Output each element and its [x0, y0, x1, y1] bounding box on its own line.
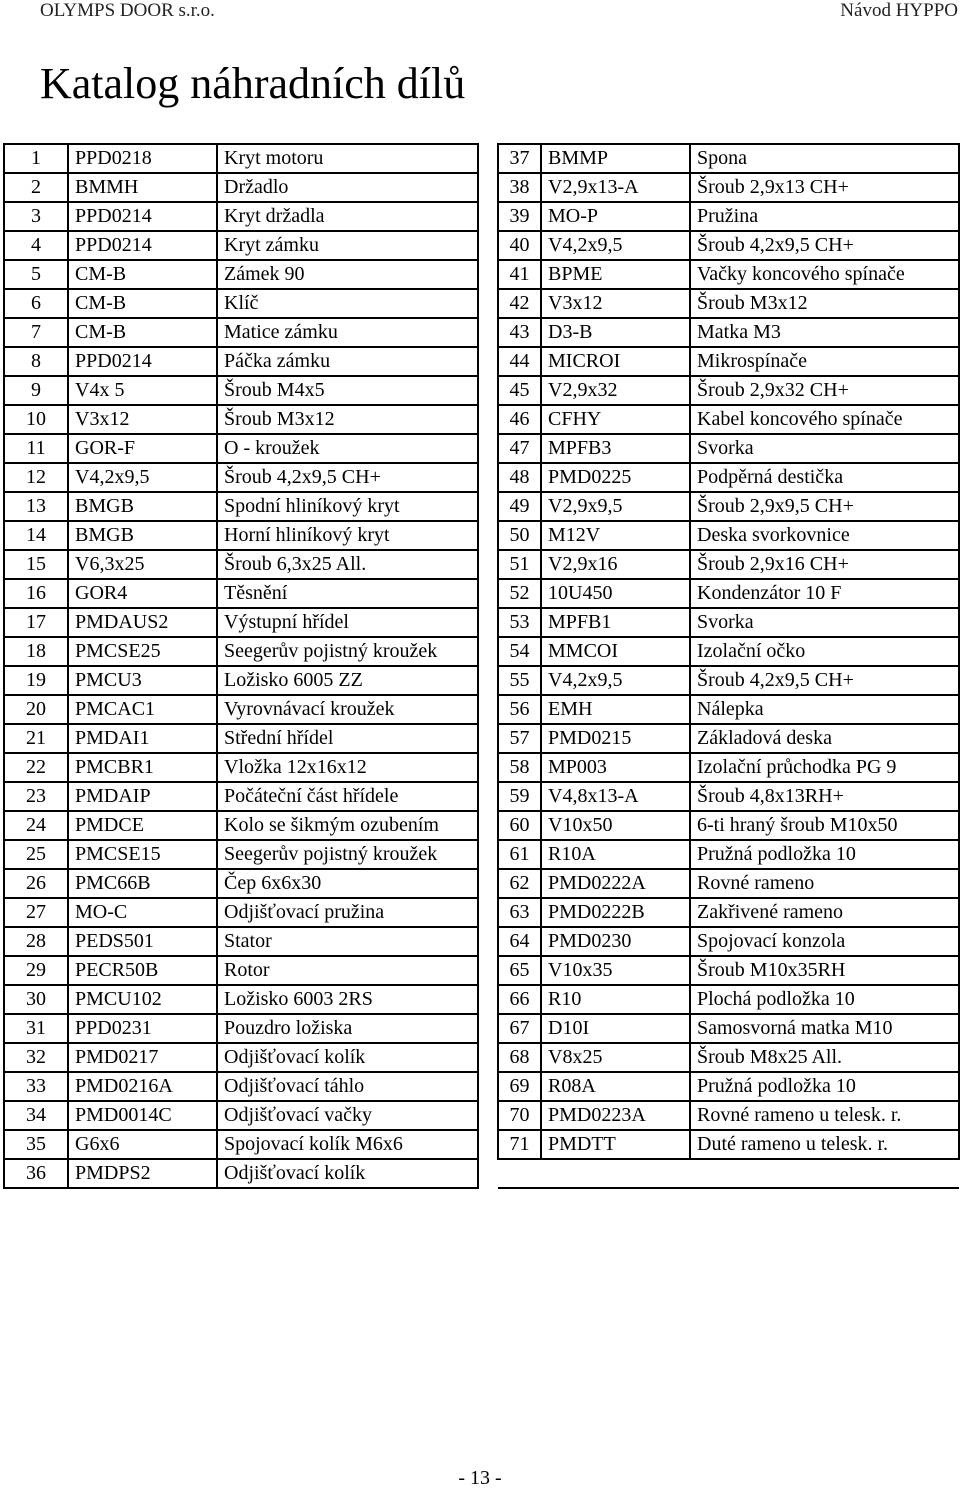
part-name: Nálepka: [690, 695, 959, 724]
table-row: [4, 376, 478, 405]
part-code: PMD0222B: [541, 898, 690, 927]
part-number: 21: [4, 724, 68, 753]
part-code: V4x 5: [68, 376, 217, 405]
table-row: [4, 811, 478, 840]
table-row: [498, 956, 959, 985]
part-code: PMCU102: [68, 985, 217, 1014]
part-number: 4: [4, 231, 68, 260]
part-number: 28: [4, 927, 68, 956]
part-code: PEDS501: [68, 927, 217, 956]
part-code: R10: [541, 985, 690, 1014]
table-row: [498, 260, 959, 289]
part-name: Ložisko 6003 2RS: [217, 985, 478, 1014]
part-number: 50: [498, 521, 541, 550]
part-code: PMD0222A: [541, 869, 690, 898]
part-name: Odjišťovací pružina: [217, 898, 478, 927]
part-code: PPD0214: [68, 202, 217, 231]
part-number: 45: [498, 376, 541, 405]
table-row: [4, 318, 478, 347]
part-name: Horní hliníkový kryt: [217, 521, 478, 550]
part-number: 48: [498, 463, 541, 492]
part-number: 5: [4, 260, 68, 289]
part-name: Držadlo: [217, 173, 478, 202]
part-code: PMCBR1: [68, 753, 217, 782]
table-row: [498, 318, 959, 347]
part-code: PMD0223A: [541, 1101, 690, 1130]
part-code: PMD0230: [541, 927, 690, 956]
part-code: PMCSE25: [68, 637, 217, 666]
part-number: 39: [498, 202, 541, 231]
table-row: [498, 695, 959, 724]
part-number: 8: [4, 347, 68, 376]
table-row: [4, 347, 478, 376]
table-row: [498, 753, 959, 782]
part-name: Rovné rameno u telesk. r.: [690, 1101, 959, 1130]
part-name: Šroub 2,9x32 CH+: [690, 376, 959, 405]
parts-table-left-body: [4, 144, 478, 1188]
part-number: 60: [498, 811, 541, 840]
part-code: V6,3x25: [68, 550, 217, 579]
part-number: 16: [4, 579, 68, 608]
table-row: [498, 231, 959, 260]
part-name: Pružná podložka 10: [690, 1072, 959, 1101]
part-code: V8x25: [541, 1043, 690, 1072]
part-name: Odjišťovací kolík: [217, 1159, 478, 1188]
part-name: Rotor: [217, 956, 478, 985]
part-name: Spona: [690, 144, 959, 173]
part-number: 61: [498, 840, 541, 869]
table-row: [498, 1101, 959, 1130]
part-name: Počáteční část hřídele: [217, 782, 478, 811]
table-row: [498, 1072, 959, 1101]
part-name: Šroub 2,9x16 CH+: [690, 550, 959, 579]
table-row: [498, 173, 959, 202]
table-row: [498, 376, 959, 405]
part-code: PMDTT: [541, 1130, 690, 1159]
part-number: 54: [498, 637, 541, 666]
part-name: Střední hřídel: [217, 724, 478, 753]
table-row: [4, 840, 478, 869]
part-code: V3x12: [541, 289, 690, 318]
table-row: [4, 753, 478, 782]
part-code: PECR50B: [68, 956, 217, 985]
table-row: [498, 434, 959, 463]
part-name: Šroub 4,2x9,5 CH+: [690, 231, 959, 260]
part-name: Podpěrná destička: [690, 463, 959, 492]
part-code: MICROI: [541, 347, 690, 376]
part-code: PMC66B: [68, 869, 217, 898]
part-name: Kryt zámku: [217, 231, 478, 260]
part-number: 56: [498, 695, 541, 724]
part-number: 32: [4, 1043, 68, 1072]
part-name: Kabel koncového spínače: [690, 405, 959, 434]
part-name: Spodní hliníkový kryt: [217, 492, 478, 521]
part-name: Odjišťovací vačky: [217, 1101, 478, 1130]
table-row: [498, 405, 959, 434]
part-number: 10: [4, 405, 68, 434]
header-company: OLYMPS DOOR s.r.o.: [40, 0, 215, 21]
part-number: 66: [498, 985, 541, 1014]
table-row: [4, 579, 478, 608]
table-row: [498, 869, 959, 898]
part-name: Seegerův pojistný kroužek: [217, 840, 478, 869]
part-name: Vyrovnávací kroužek: [217, 695, 478, 724]
part-code: PMDAI1: [68, 724, 217, 753]
table-row: [498, 1043, 959, 1072]
table-row: [498, 840, 959, 869]
part-number: 42: [498, 289, 541, 318]
part-name: Základová deska: [690, 724, 959, 753]
part-number: 52: [498, 579, 541, 608]
part-code: CM-B: [68, 289, 217, 318]
part-number: 27: [4, 898, 68, 927]
part-name: O - kroužek: [217, 434, 478, 463]
part-name: Duté rameno u telesk. r.: [690, 1130, 959, 1159]
part-number: 17: [4, 608, 68, 637]
table-row: [498, 347, 959, 376]
table-row: [4, 1072, 478, 1101]
part-code: CM-B: [68, 260, 217, 289]
part-name: Ložisko 6005 ZZ: [217, 666, 478, 695]
part-name: Šroub M3x12: [690, 289, 959, 318]
part-number: 9: [4, 376, 68, 405]
table-row: [4, 521, 478, 550]
table-row: [498, 985, 959, 1014]
part-name: Izolační průchodka PG 9: [690, 753, 959, 782]
part-code: MPFB1: [541, 608, 690, 637]
part-name: Spojovací kolík M6x6: [217, 1130, 478, 1159]
table-row: [498, 202, 959, 231]
part-number: 22: [4, 753, 68, 782]
table-row: [498, 289, 959, 318]
table-row: [4, 289, 478, 318]
part-number: 65: [498, 956, 541, 985]
part-name: Těsnění: [217, 579, 478, 608]
part-number: 44: [498, 347, 541, 376]
part-number: 59: [498, 782, 541, 811]
part-code: BMMP: [541, 144, 690, 173]
part-code: 10U450: [541, 579, 690, 608]
part-name: Plochá podložka 10: [690, 985, 959, 1014]
table-row: [4, 173, 478, 202]
table-row: [498, 782, 959, 811]
table-row: [4, 898, 478, 927]
part-number: 68: [498, 1043, 541, 1072]
part-code: D10I: [541, 1014, 690, 1043]
table-row: [4, 260, 478, 289]
part-code: V4,2x9,5: [68, 463, 217, 492]
table-row: [4, 1101, 478, 1130]
part-number: 30: [4, 985, 68, 1014]
part-code: PMD0217: [68, 1043, 217, 1072]
table-row: [4, 695, 478, 724]
part-number: 36: [4, 1159, 68, 1188]
part-code: GOR-F: [68, 434, 217, 463]
table-row: [4, 637, 478, 666]
part-code: PMD0215: [541, 724, 690, 753]
part-number: 35: [4, 1130, 68, 1159]
part-number: 29: [4, 956, 68, 985]
part-name: Matka M3: [690, 318, 959, 347]
part-number: 63: [498, 898, 541, 927]
parts-table-left: [3, 143, 479, 1189]
part-code: R10A: [541, 840, 690, 869]
part-code: PMD0014C: [68, 1101, 217, 1130]
table-row: [4, 1159, 478, 1188]
part-number: 14: [4, 521, 68, 550]
part-name: Klíč: [217, 289, 478, 318]
parts-table-right: [497, 143, 960, 1189]
part-code: V10x35: [541, 956, 690, 985]
part-name: Rovné rameno: [690, 869, 959, 898]
part-name: Vložka 12x16x12: [217, 753, 478, 782]
part-name: Šroub 2,9x13 CH+: [690, 173, 959, 202]
part-name: Kondenzátor 10 F: [690, 579, 959, 608]
part-number: 49: [498, 492, 541, 521]
part-number: 25: [4, 840, 68, 869]
part-number: 23: [4, 782, 68, 811]
table-row: [4, 144, 478, 173]
table-row: [498, 1159, 959, 1188]
part-code: R08A: [541, 1072, 690, 1101]
part-number: 46: [498, 405, 541, 434]
table-row: [4, 666, 478, 695]
table-row: [498, 1014, 959, 1043]
parts-table-right-body: [498, 144, 959, 1188]
part-number: 67: [498, 1014, 541, 1043]
part-code: PMD0225: [541, 463, 690, 492]
part-name: Šroub M10x35RH: [690, 956, 959, 985]
table-row: [4, 985, 478, 1014]
part-code: PMDAUS2: [68, 608, 217, 637]
part-code: PMCSE15: [68, 840, 217, 869]
part-number: 40: [498, 231, 541, 260]
part-number: 71: [498, 1130, 541, 1159]
table-row: [4, 550, 478, 579]
part-name: Pouzdro ložiska: [217, 1014, 478, 1043]
part-code: MO-P: [541, 202, 690, 231]
table-row: [498, 811, 959, 840]
part-number: 62: [498, 869, 541, 898]
part-number: 38: [498, 173, 541, 202]
part-code: MO-C: [68, 898, 217, 927]
part-code: PPD0214: [68, 347, 217, 376]
part-number: 13: [4, 492, 68, 521]
table-row: [4, 434, 478, 463]
part-name: Čep 6x6x30: [217, 869, 478, 898]
part-number: 7: [4, 318, 68, 347]
part-name: Šroub 2,9x9,5 CH+: [690, 492, 959, 521]
table-row: [498, 666, 959, 695]
table-row: [4, 608, 478, 637]
part-number: 6: [4, 289, 68, 318]
part-number: 55: [498, 666, 541, 695]
part-number: 70: [498, 1101, 541, 1130]
table-row: [498, 144, 959, 173]
part-code: PMDCE: [68, 811, 217, 840]
part-code: PMCU3: [68, 666, 217, 695]
part-number: 12: [4, 463, 68, 492]
part-code: PPD0214: [68, 231, 217, 260]
part-name: Šroub 4,2x9,5 CH+: [217, 463, 478, 492]
part-code: EMH: [541, 695, 690, 724]
part-code: V2,9x9,5: [541, 492, 690, 521]
part-number: 47: [498, 434, 541, 463]
part-name: Svorka: [690, 434, 959, 463]
table-row: [4, 405, 478, 434]
part-code: BMGB: [68, 521, 217, 550]
part-name: Mikrospínače: [690, 347, 959, 376]
part-number: 64: [498, 927, 541, 956]
table-row: [498, 463, 959, 492]
part-number: 37: [498, 144, 541, 173]
part-code: PMD0216A: [68, 1072, 217, 1101]
table-row: [498, 492, 959, 521]
part-number: 15: [4, 550, 68, 579]
part-number: 69: [498, 1072, 541, 1101]
part-name: Kryt motoru: [217, 144, 478, 173]
table-row: [498, 637, 959, 666]
table-row: [498, 1130, 959, 1159]
part-number: 51: [498, 550, 541, 579]
part-number: 57: [498, 724, 541, 753]
part-number: 1: [4, 144, 68, 173]
part-name: Odjišťovací táhlo: [217, 1072, 478, 1101]
table-row: [4, 1043, 478, 1072]
part-name: Šroub 4,8x13RH+: [690, 782, 959, 811]
part-code: D3-B: [541, 318, 690, 347]
part-name: Kolo se šikmým ozubením: [217, 811, 478, 840]
part-name: Páčka zámku: [217, 347, 478, 376]
part-name: Zakřivené rameno: [690, 898, 959, 927]
table-row: [4, 231, 478, 260]
part-number: 31: [4, 1014, 68, 1043]
part-name: Svorka: [690, 608, 959, 637]
part-name: 6-ti hraný šroub M10x50: [690, 811, 959, 840]
part-number: 2: [4, 173, 68, 202]
part-code: MPFB3: [541, 434, 690, 463]
page-title: Katalog náhradních dílů: [40, 59, 466, 108]
part-code: V4,2x9,5: [541, 666, 690, 695]
part-name: Odjišťovací kolík: [217, 1043, 478, 1072]
part-number: 34: [4, 1101, 68, 1130]
part-code: V2,9x13-A: [541, 173, 690, 202]
empty-cell: [541, 1159, 690, 1188]
table-row: [4, 463, 478, 492]
part-number: 18: [4, 637, 68, 666]
part-name: Šroub 4,2x9,5 CH+: [690, 666, 959, 695]
part-name: Pružná podložka 10: [690, 840, 959, 869]
part-name: Pružina: [690, 202, 959, 231]
part-number: 3: [4, 202, 68, 231]
part-code: GOR4: [68, 579, 217, 608]
part-code: PPD0231: [68, 1014, 217, 1043]
part-code: V10x50: [541, 811, 690, 840]
part-name: Izolační očko: [690, 637, 959, 666]
part-number: 33: [4, 1072, 68, 1101]
header-document: Návod HYPPO: [840, 0, 958, 21]
part-name: Spojovací konzola: [690, 927, 959, 956]
part-code: PMCAC1: [68, 695, 217, 724]
part-number: 11: [4, 434, 68, 463]
empty-cell: [690, 1159, 959, 1188]
table-row: [4, 869, 478, 898]
table-row: [498, 608, 959, 637]
part-number: 20: [4, 695, 68, 724]
part-name: Šroub M8x25 All.: [690, 1043, 959, 1072]
part-code: G6x6: [68, 1130, 217, 1159]
part-name: Matice zámku: [217, 318, 478, 347]
part-name: Šroub M4x5: [217, 376, 478, 405]
page-number: - 13 -: [458, 1467, 502, 1489]
part-number: 26: [4, 869, 68, 898]
part-number: 43: [498, 318, 541, 347]
part-name: Šroub 6,3x25 All.: [217, 550, 478, 579]
part-name: Seegerův pojistný kroužek: [217, 637, 478, 666]
table-row: [4, 724, 478, 753]
table-row: [4, 956, 478, 985]
part-name: Deska svorkovnice: [690, 521, 959, 550]
table-row: [4, 782, 478, 811]
part-code: BMGB: [68, 492, 217, 521]
part-code: BMMH: [68, 173, 217, 202]
table-row: [4, 1130, 478, 1159]
part-code: MMCOI: [541, 637, 690, 666]
part-name: Výstupní hřídel: [217, 608, 478, 637]
table-row: [498, 521, 959, 550]
part-name: Zámek 90: [217, 260, 478, 289]
part-number: 58: [498, 753, 541, 782]
part-code: BPME: [541, 260, 690, 289]
part-code: CM-B: [68, 318, 217, 347]
part-name: Samosvorná matka M10: [690, 1014, 959, 1043]
part-code: V3x12: [68, 405, 217, 434]
part-code: CFHY: [541, 405, 690, 434]
part-code: M12V: [541, 521, 690, 550]
part-name: Vačky koncového spínače: [690, 260, 959, 289]
table-row: [498, 927, 959, 956]
part-number: 41: [498, 260, 541, 289]
part-code: V4,8x13-A: [541, 782, 690, 811]
part-number: 19: [4, 666, 68, 695]
part-code: V2,9x32: [541, 376, 690, 405]
table-row: [4, 202, 478, 231]
part-name: Stator: [217, 927, 478, 956]
part-number: 24: [4, 811, 68, 840]
table-row: [4, 1014, 478, 1043]
empty-cell: [498, 1159, 541, 1188]
part-name: Šroub M3x12: [217, 405, 478, 434]
table-row: [498, 724, 959, 753]
table-row: [4, 927, 478, 956]
table-row: [498, 550, 959, 579]
part-number: 53: [498, 608, 541, 637]
part-name: Kryt držadla: [217, 202, 478, 231]
part-code: V4,2x9,5: [541, 231, 690, 260]
table-row: [498, 898, 959, 927]
part-code: PMDPS2: [68, 1159, 217, 1188]
part-code: V2,9x16: [541, 550, 690, 579]
part-code: PPD0218: [68, 144, 217, 173]
part-code: PMDAIP: [68, 782, 217, 811]
table-row: [498, 579, 959, 608]
table-row: [4, 492, 478, 521]
part-code: MP003: [541, 753, 690, 782]
